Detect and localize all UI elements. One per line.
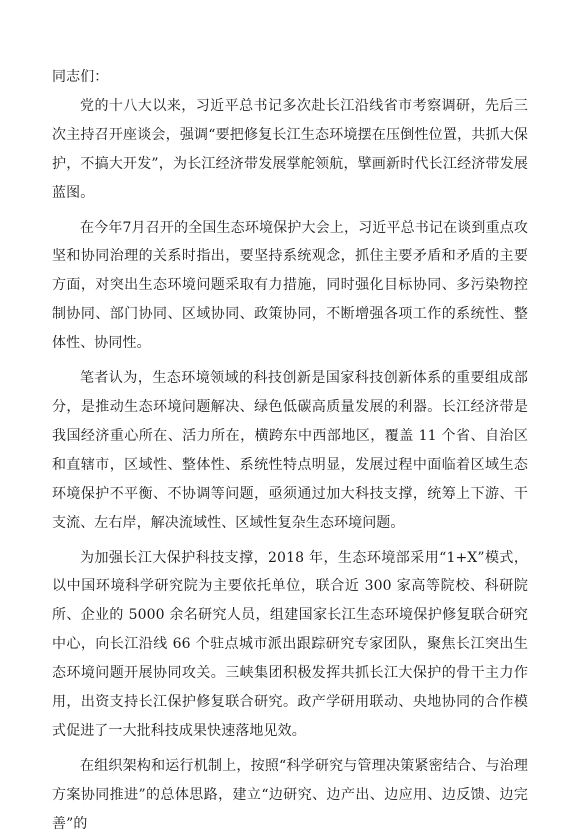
paragraph: 在今年7月召开的全国生态环境保护大会上，习近平总书记在谈到重点攻坚和协同治理的关系时指出，要坚持系统观念，抓住主要矛盾和矛盾的主要方面，对突出生态环境问题采取有力措施，同时强化目标协同、多污染物控制协同、部门协同、区域协同、政策协同，不断增强各项工作的系统性、整体性、协同性。 [52, 219, 528, 352]
paragraph: 在组织架构和运行机制上，按照“科学研究与管理决策紧密结合、与治理方案协同推进”的总体思路，建立“边研究、边产出、边应用、边反馈、边完善”的 [52, 757, 528, 832]
paragraph: 为加强长江大保护科技支撑，2018 年，生态环境部采用“1+X”模式，以中国环境科学研究院为主要依托单位，联合近 300 家高等院校、科研院所、企业的 5000 余名研究人员，组建国家长江生态环境保护修复联合研究中心，向长江沿线 66 个驻点城市派出跟踪研究专家团队，聚焦长江突出生态环境问题开展协同攻关。三峡集团积极发挥共抓长江大保护的骨干主力作用，出资支持长江保护修复联合研究。政产学研用联动、央地协同的合作模式促进了一大批科技成果快速落地见效。 [52, 549, 528, 739]
paragraph: 党的十八大以来，习近平总书记多次赴长江沿线省市考察调研，先后三次主持召开座谈会，强调“要把修复长江生态环境摆在压倒性位置，共抓大保护，不搞大开发”，为长江经济带发展掌舵领航，擘画新时代长江经济带发展蓝图。 [52, 97, 528, 201]
salutation: 同志们： [52, 69, 109, 85]
paragraph: 笔者认为，生态环境领域的科技创新是国家科技创新体系的重要组成部分，是推动生态环境问题解决、绿色低碳高质量发展的利器。长江经济带是我国经济重心所在、活力所在，横跨东中西部地区，覆盖 11 个省、自治区和直辖市，区域性、整体性、系统性特点明显，发展过程中面临着区域生态环境保护不平衡、不协调等问题，亟须通过加大科技支撑，统筹上下游、干支流、左右岸，解决流域性、区域性复杂生态环境问题。 [52, 370, 528, 531]
